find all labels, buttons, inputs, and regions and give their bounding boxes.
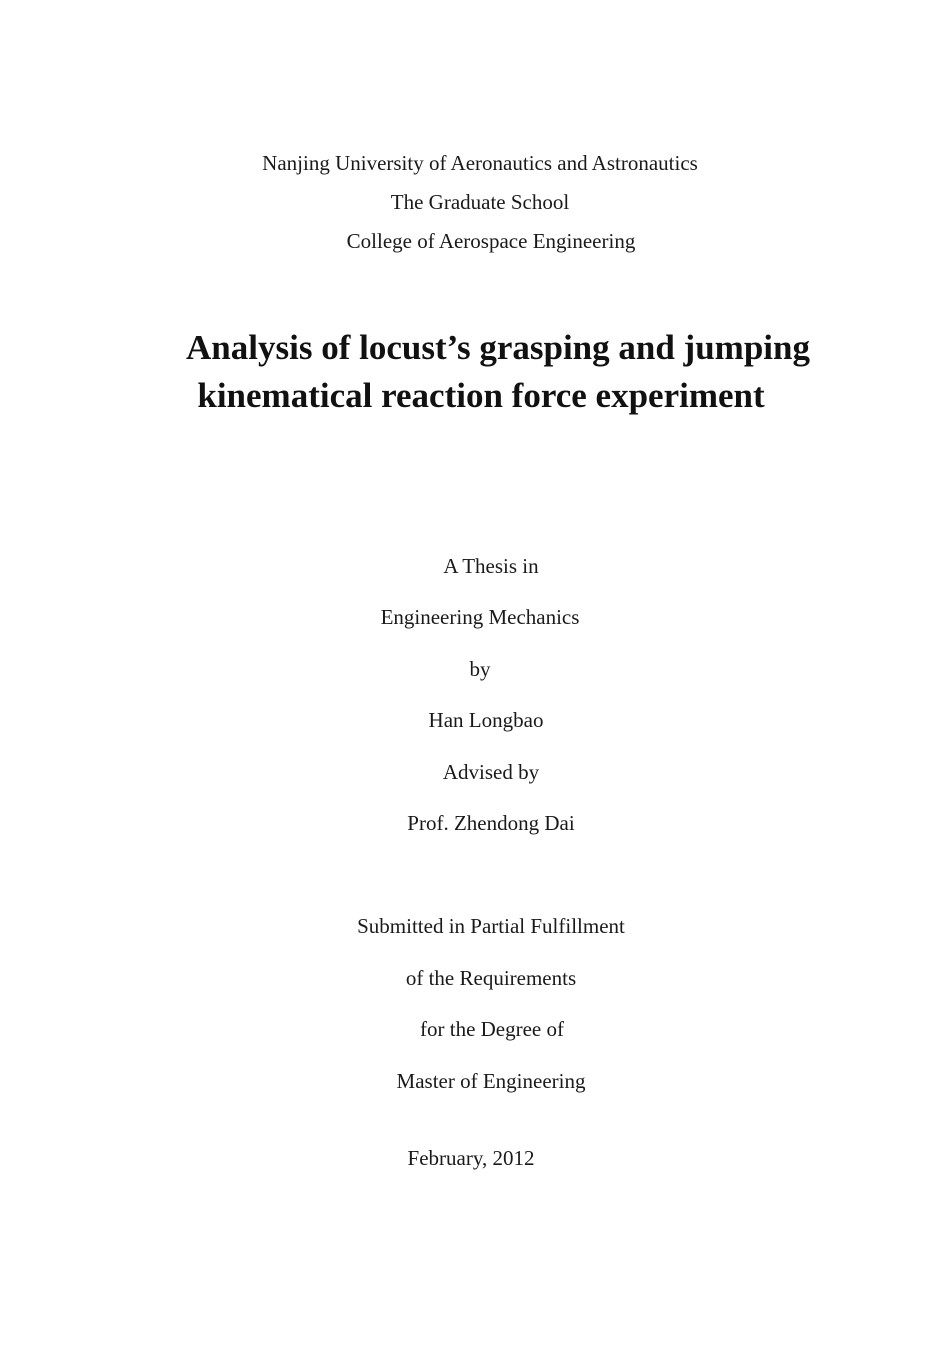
submission-line-2: of the Requirements	[405, 966, 577, 990]
advisor-name: Prof. Zhendong Dai	[407, 811, 575, 835]
thesis-title-line-1: Analysis of locust’s grasping and jumping	[186, 328, 810, 367]
submission-line-1: Submitted in Partial Fulfillment	[357, 914, 625, 938]
thesis-type: A Thesis in	[443, 554, 539, 578]
degree-name: Master of Engineering	[396, 1069, 586, 1093]
college-name: College of Aerospace Engineering	[346, 229, 636, 253]
thesis-title-line-2: kinematical reaction force experiment	[197, 376, 765, 415]
advised-by-label: Advised by	[442, 760, 540, 784]
submission-date: February, 2012	[407, 1146, 535, 1170]
university-name: Nanjing University of Aeronautics and Astronautics	[262, 151, 698, 175]
by-label: by	[469, 657, 491, 681]
submission-line-3: for the Degree of	[419, 1017, 565, 1041]
graduate-school: The Graduate School	[390, 190, 570, 214]
author-name: Han Longbao	[428, 708, 544, 732]
thesis-field: Engineering Mechanics	[380, 605, 580, 629]
